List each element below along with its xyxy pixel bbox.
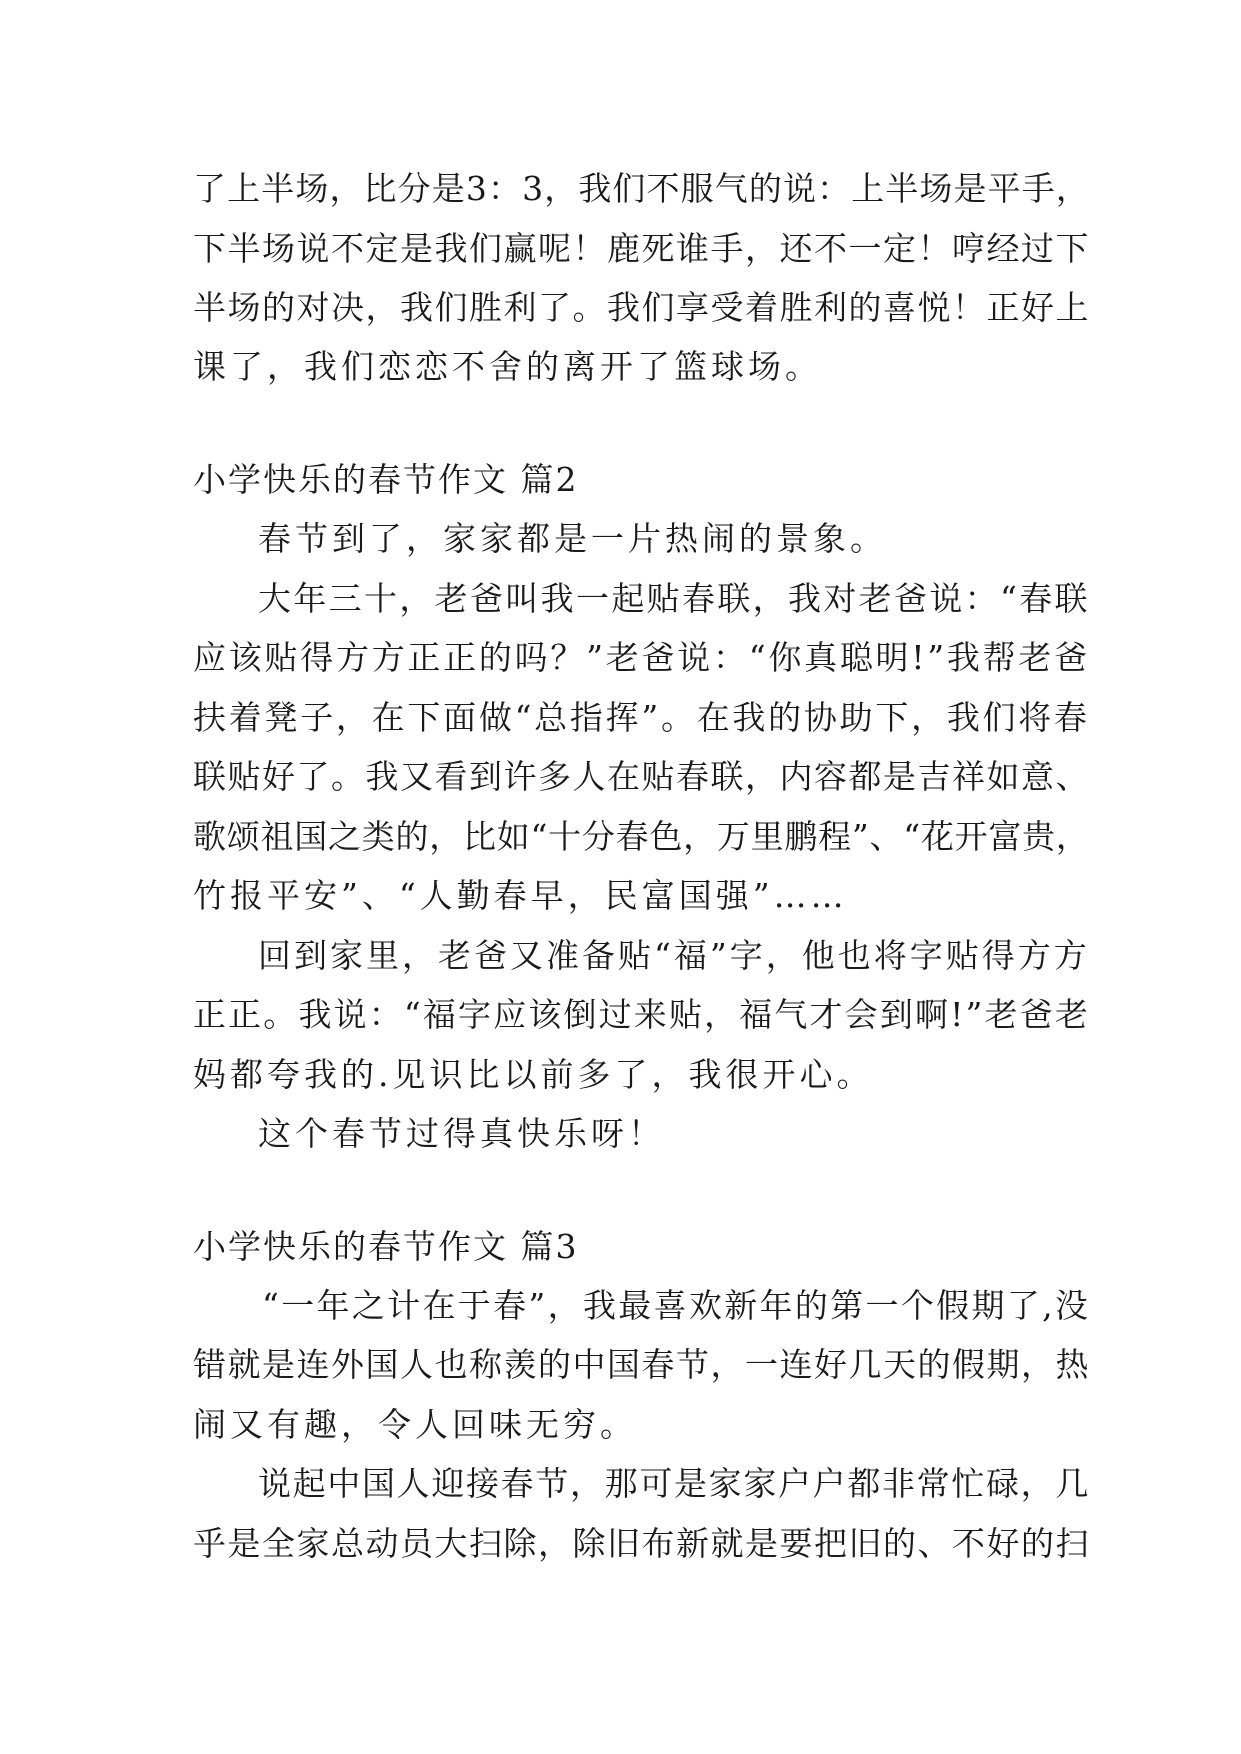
paragraph-line: 扶着凳子，在下面做“总指挥”。在我的协助下，我们将春 <box>193 698 1090 737</box>
paragraph-line: 应该贴得方方正正的吗？”老爸说：“你真聪明!”我帮老爸 <box>193 638 1090 677</box>
paragraph-line: 春节到了，家家都是一片热闹的景象。 <box>258 519 887 558</box>
section-title: 小学快乐的春节作文 篇3 <box>193 1227 579 1266</box>
paragraph-line: 回到家里，老爸又准备贴“福”字，他也将字贴得方方 <box>258 936 1090 975</box>
paragraph-line: 联贴好了。我又看到许多人在贴春联，内容都是吉祥如意、 <box>193 757 1090 796</box>
paragraph-line: 了上半场，比分是3：3，我们不服气的说：上半场是平手， <box>193 169 1090 208</box>
paragraph-line: 这个春节过得真快乐呀！ <box>258 1114 665 1153</box>
paragraph-line: 大年三十，老爸叫我一起贴春联，我对老爸说：“春联 <box>258 579 1090 618</box>
paragraph-line: 下半场说不定是我们赢呢！鹿死谁手，还不一定！哼经过下 <box>193 229 1090 268</box>
paragraph-line: 说起中国人迎接春节，那可是家家户户都非常忙碌，几 <box>258 1464 1090 1503</box>
paragraph-line: 闹又有趣，令人回味无穷。 <box>193 1405 637 1444</box>
paragraph-line: 课了，我们恋恋不舍的离开了篮球场。 <box>193 347 822 386</box>
paragraph-line: 歌颂祖国之类的，比如“十分春色，万里鹏程”、“花开富贵， <box>193 817 1090 856</box>
paragraph-line: 竹报平安”、“人勤春早，民富国强”…… <box>193 876 848 915</box>
paragraph-line: 妈都夸我的.见识比以前多了，我很开心。 <box>193 1055 874 1094</box>
section-title: 小学快乐的春节作文 篇2 <box>193 460 579 499</box>
paragraph-line: 错就是连外国人也称羡的中国春节，一连好几天的假期，热 <box>193 1345 1090 1384</box>
paragraph-line: 半场的对决，我们胜利了。我们享受着胜利的喜悦！正好上 <box>193 288 1090 327</box>
paragraph-line: “一年之计在于春”，我最喜欢新年的第一个假期了,没 <box>262 1286 1091 1325</box>
paragraph-line: 正正。我说：“福字应该倒过来贴，福气才会到啊!”老爸老 <box>193 995 1091 1034</box>
paragraph-line: 乎是全家总动员大扫除，除旧布新就是要把旧的、不好的扫 <box>193 1524 1090 1563</box>
